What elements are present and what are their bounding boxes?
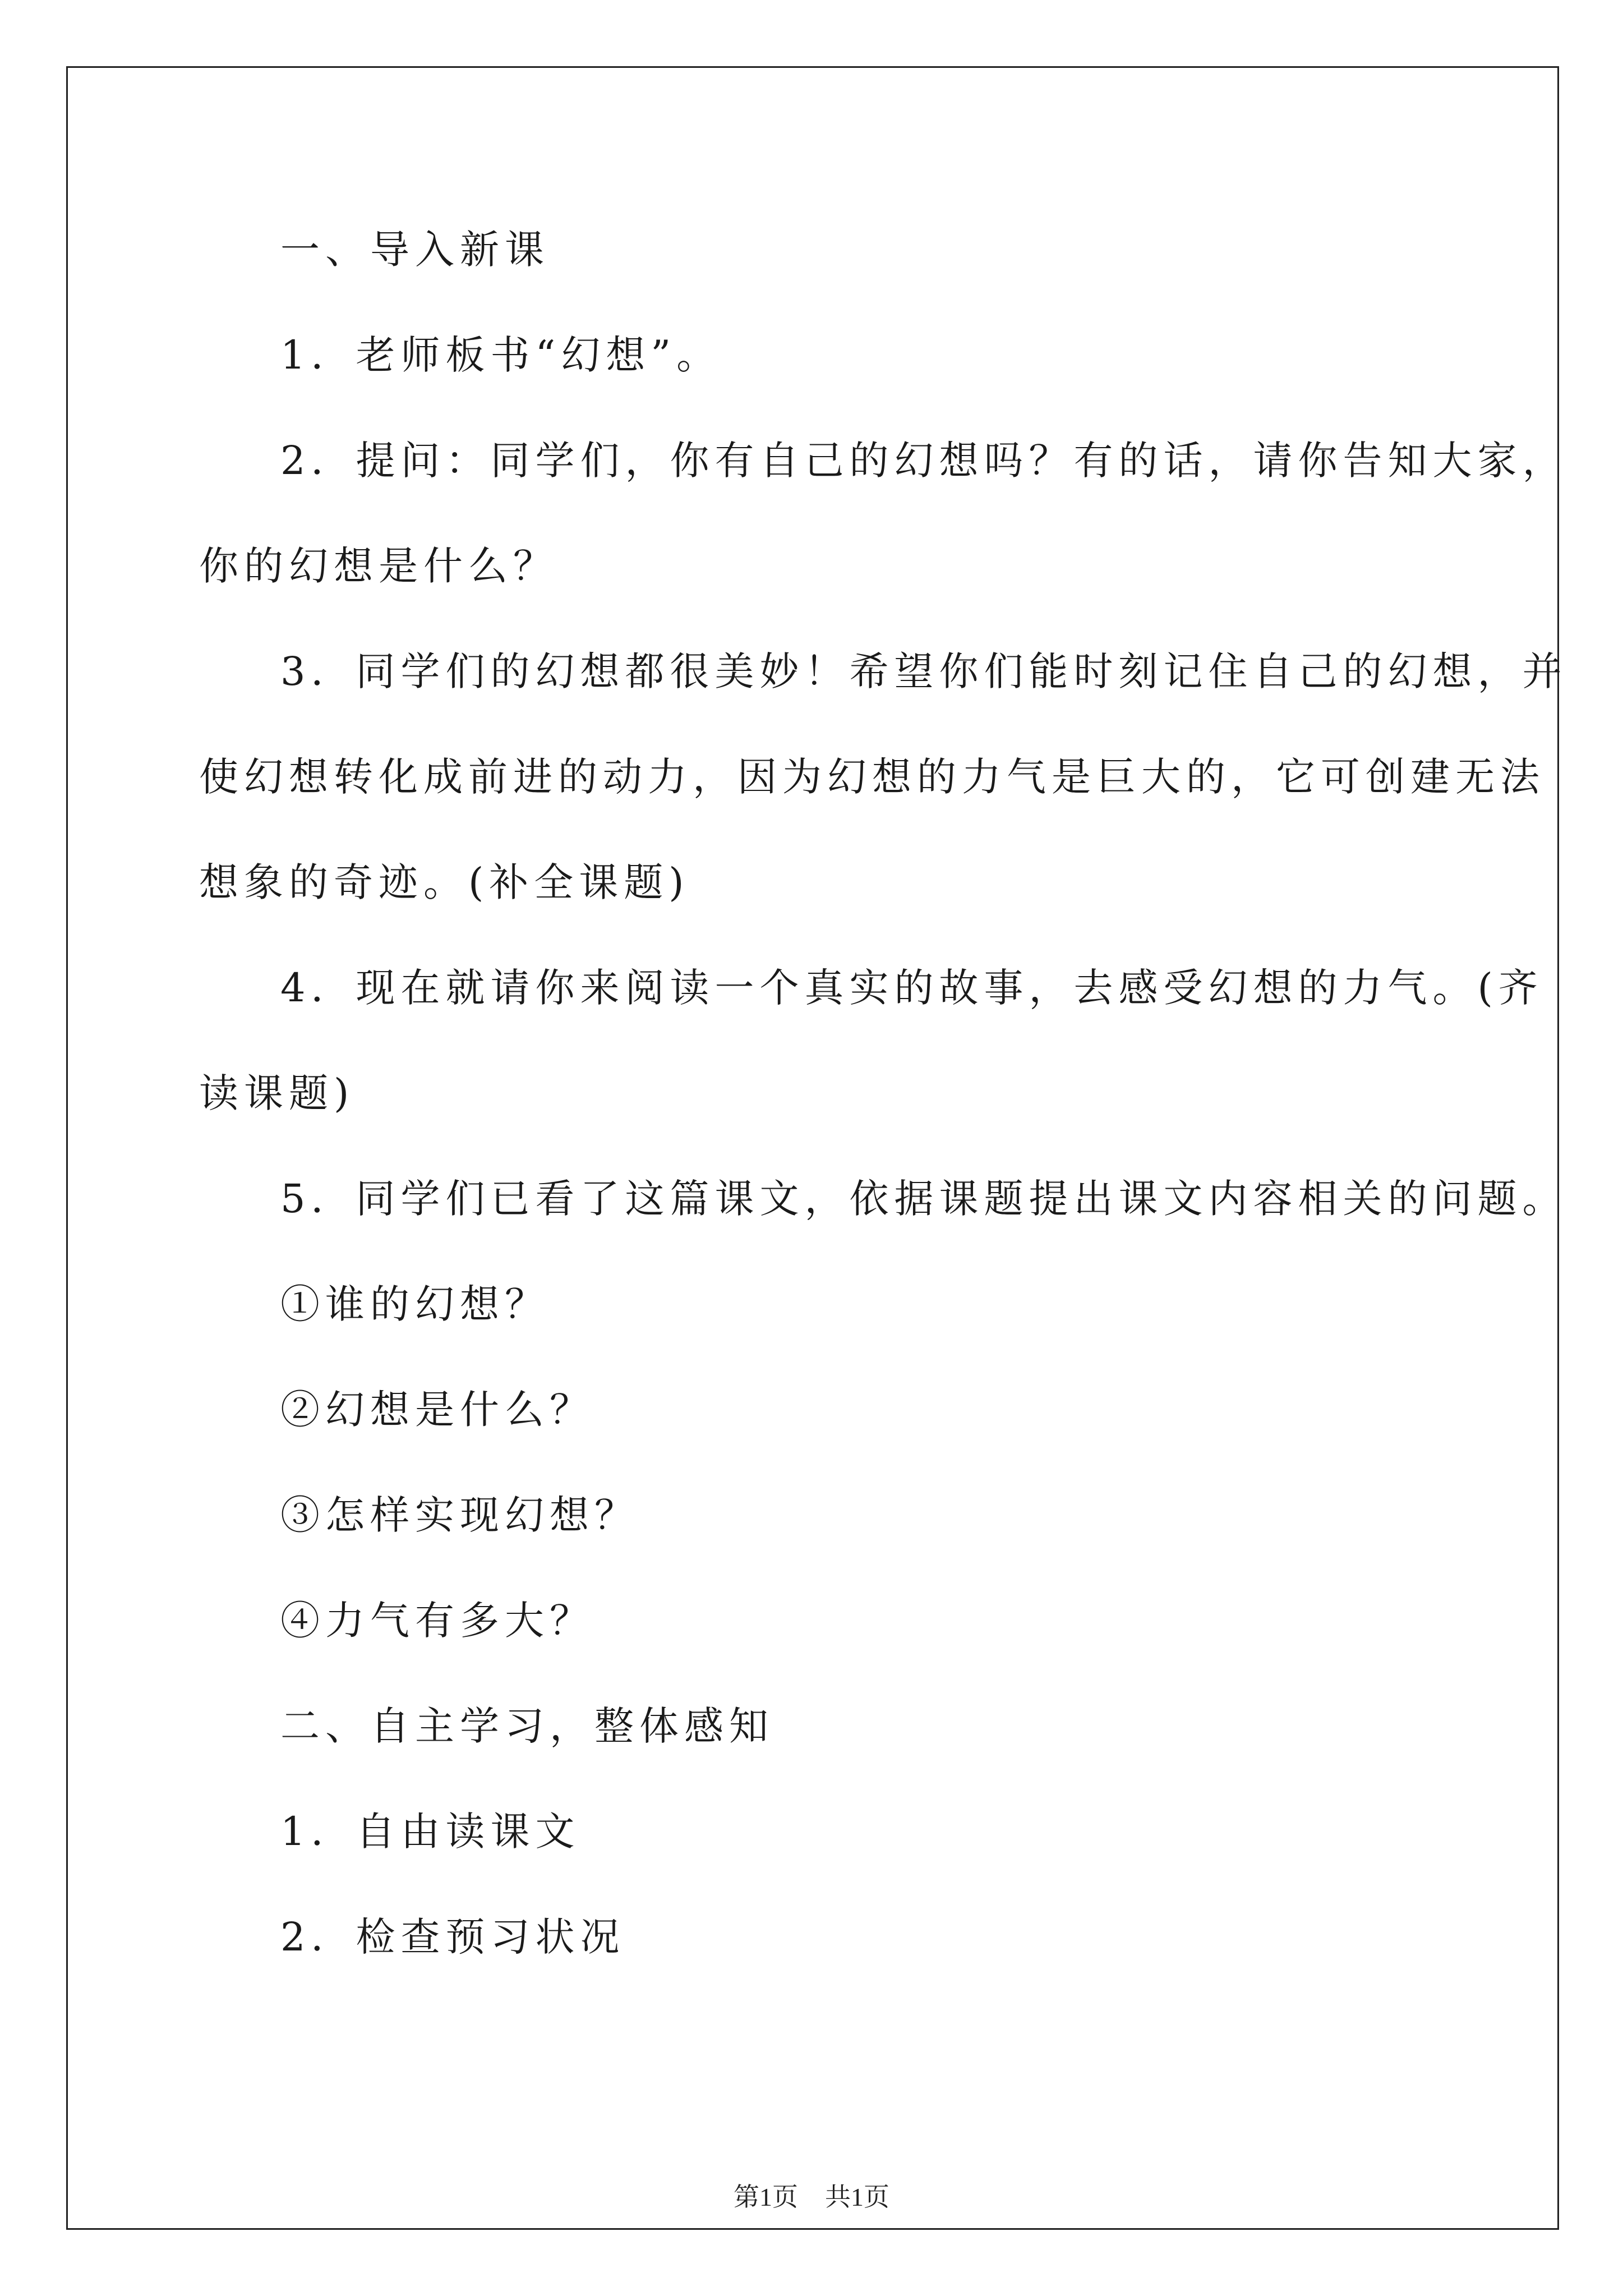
question-item: ①谁的幻想？ xyxy=(280,1281,550,1327)
paragraph-line: 5．同学们已看了这篇课文，依据课题提出课文内容相关的问题。 xyxy=(280,1176,1567,1222)
paragraph-line: 使幻想转化成前进的动力，因为幻想的力气是巨大的，它可创建无法 xyxy=(199,754,1545,800)
section-heading-1: 一、导入新课 xyxy=(280,227,550,273)
page-number: 第1页 xyxy=(734,2183,798,2211)
paragraph-line: 想象的奇迹。(补全课题) xyxy=(199,859,690,905)
question-item: ②幻想是什么？ xyxy=(280,1387,594,1433)
page-footer xyxy=(0,2177,1623,2214)
section-heading-2: 二、自主学习，整体感知 xyxy=(280,1703,774,1749)
paragraph-line: 3．同学们的幻想都很美妙！希望你们能时刻记住自己的幻想，并 xyxy=(280,648,1567,694)
paragraph-line: 你的幻想是什么？ xyxy=(199,543,558,589)
question-item: ③怎样实现幻想？ xyxy=(280,1492,639,1538)
paragraph-line: 4．现在就请你来阅读一个真实的故事，去感受幻想的力气。(齐 xyxy=(280,965,1543,1011)
paragraph-line: 1．老师板书“幻想”。 xyxy=(280,332,722,378)
page-border xyxy=(66,66,1559,2230)
paragraph-line: 2．提问：同学们，你有自己的幻想吗？有的话，请你告知大家， xyxy=(280,438,1567,484)
question-item: ④力气有多大？ xyxy=(280,1598,594,1644)
paragraph-line: 读课题) xyxy=(199,1070,355,1116)
page-total: 共1页 xyxy=(825,2183,889,2211)
paragraph-line: 2．检查预习状况 xyxy=(280,1914,625,1960)
paragraph-line: 1．自由读课文 xyxy=(280,1809,580,1855)
